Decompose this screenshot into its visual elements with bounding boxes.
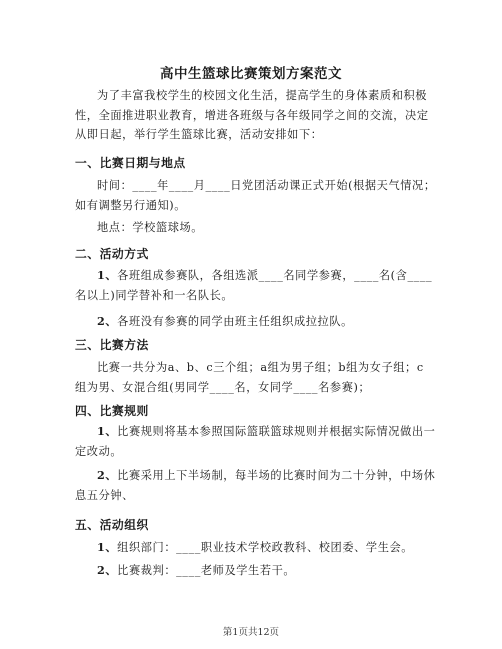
item-number: 2、 <box>97 468 118 482</box>
intro-line: 从即日起，举行学生篮球比赛，活动安排如下： <box>75 128 323 141</box>
section-heading-date-place: 一、比赛日期与地点 <box>75 156 186 170</box>
item-number: 2、 <box>97 314 118 328</box>
method-line: 比赛一共分为a、b、c三个组；a组为男子组；b组为女子组；c <box>97 361 424 374</box>
section-heading-organization: 五、活动组织 <box>75 518 149 532</box>
organization-item-1 <box>75 538 427 558</box>
item-number: 1、 <box>97 540 118 554</box>
item-number: 1、 <box>97 424 118 438</box>
item-text: 组织部门：____职业技术学校政教科、校团委、学生会。 <box>117 541 414 554</box>
organization-item-2 <box>75 561 427 581</box>
section-heading-rules: 四、比赛规则 <box>75 404 149 418</box>
item-text: 比赛采用上下半场制，每半场的比赛时间为二十分钟，中场休 <box>117 469 436 482</box>
item-text: 各班没有参赛的同学由班主任组织成拉拉队。 <box>117 315 353 328</box>
place-line: 地点：学校篮球场。 <box>97 221 204 234</box>
time-paragraph <box>75 176 436 215</box>
item-text: 名以上)同学替补和一名队长。 <box>75 288 234 302</box>
item-number: 1、 <box>97 268 118 282</box>
section-heading-activity-mode: 二、活动方式 <box>75 247 149 261</box>
item-text: 息五分钟、 <box>75 488 134 502</box>
section-heading-method: 三、比赛方法 <box>75 338 149 352</box>
activity-item-2 <box>75 312 427 332</box>
time-line: 时间：____年____月____日党团活动课正式开始(根据天气情况； <box>97 179 436 192</box>
intro-paragraph <box>75 86 427 145</box>
method-paragraph <box>75 358 427 397</box>
item-text: 比赛规则将基本参照国际篮联篮球规则并根据实际情况做出一 <box>117 425 436 438</box>
rules-item-1 <box>75 422 436 461</box>
item-text: 比赛裁判：____老师及学生若干。 <box>117 564 296 577</box>
page-number-footer: 第1页共12页 <box>222 627 280 638</box>
intro-line: 性，全面推进职业教育，增进各班级与各年级同学之间的交流，决定 <box>75 108 429 122</box>
time-line: 如有调整另行通知)。 <box>75 198 187 212</box>
activity-item-1 <box>75 266 433 305</box>
method-line: 组为男、女混合组(男同学____名，女同学____名参赛)； <box>75 380 371 394</box>
place-paragraph <box>75 218 427 238</box>
intro-line: 为了丰富我校学生的校园文化生活，提高学生的身体素质和积极 <box>97 89 428 102</box>
document-title: 高中生篮球比赛策划方案范文 <box>160 66 342 82</box>
item-number: 2、 <box>97 563 118 577</box>
rules-item-2 <box>75 466 436 505</box>
item-text: 各班组成参赛队，各组选派____名同学参赛，____名(含____ <box>117 269 433 282</box>
item-text: 定改动。 <box>75 444 123 458</box>
